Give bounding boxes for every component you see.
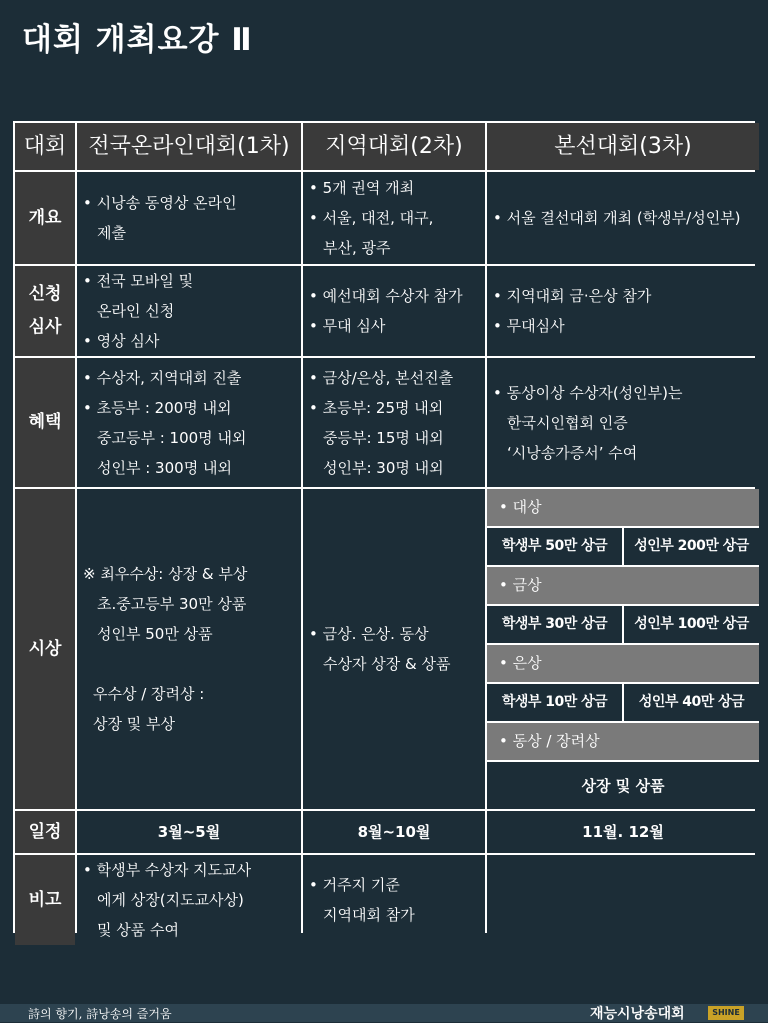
note-regional xyxy=(303,855,485,945)
award-online-line: 우수상 / 장려상 : xyxy=(93,685,205,703)
row-label-apply xyxy=(15,266,75,356)
note-regional-line: • 거주지 기준 xyxy=(309,876,400,894)
logo: SHINE xyxy=(708,1006,744,1020)
benefit-online-line: 중고등부 : 100명 내외 xyxy=(97,428,247,447)
apply-regional-line: • 예선대회 수상자 참가 xyxy=(309,287,463,305)
award-gold-student: 학생부 30만 상금 xyxy=(487,606,622,643)
award-bronze-prize: 상장 및 상품 xyxy=(487,762,759,809)
overview-regional-line: 부산, 광주 xyxy=(323,239,391,257)
award-silver-adult: 성인부 40만 상금 xyxy=(624,684,759,721)
award-online xyxy=(77,489,301,809)
benefit-online-line: 성인부 : 300명 내외 xyxy=(97,458,232,477)
award-grand-heading: • 대상 xyxy=(487,489,759,526)
award-online-line: 상장 및 부상 xyxy=(93,715,175,733)
overview-final-line: • 서울 결선대회 개최 (학생부/성인부) xyxy=(493,209,741,227)
row-label-overview: 개요 xyxy=(15,172,75,264)
benefit-final-line: • 동상이상 수상자(성인부)는 xyxy=(493,383,683,402)
award-silver-student: 학생부 10만 상금 xyxy=(487,684,622,721)
award-gold-prizes xyxy=(487,606,759,643)
row-label-apply-line2: 심사 xyxy=(28,317,62,337)
apply-final xyxy=(487,266,759,356)
header-regional-round: 지역대회(2차) xyxy=(303,123,485,170)
note-online-line: 에게 상장(지도교사상) xyxy=(97,891,244,909)
page-title: 대회 개최요강 Ⅱ xyxy=(22,22,253,58)
footer-slogan: 詩의 향기, 詩낭송의 즐거움 xyxy=(28,1007,172,1021)
overview-regional-line: • 서울, 대전, 대구, xyxy=(309,209,434,227)
award-silver-prizes xyxy=(487,684,759,721)
benefit-regional-line: • 금상/은상, 본선진출 xyxy=(309,368,454,387)
overview-online-line: 제출 xyxy=(97,224,126,242)
apply-final-line: • 지역대회 금·은상 참가 xyxy=(493,287,652,305)
award-bronze-heading: • 동상 / 장려상 xyxy=(487,723,759,760)
award-grand-prizes xyxy=(487,528,759,565)
benefit-regional xyxy=(303,358,485,487)
footer-bar xyxy=(0,1004,768,1022)
award-final xyxy=(487,489,759,809)
award-gold-heading: • 금상 xyxy=(487,567,759,604)
footer-org-name: 재능시낭송대회 xyxy=(590,1006,685,1022)
award-online-line: ※ 최우수상: 상장 & 부상 xyxy=(83,565,248,583)
award-gold-adult: 성인부 100만 상금 xyxy=(624,606,759,643)
apply-online xyxy=(77,266,301,356)
row-label-apply-line1: 신청 xyxy=(28,284,62,304)
row-label-award: 시상 xyxy=(15,489,75,809)
note-online-line: • 학생부 수상자 지도교사 xyxy=(83,861,252,879)
row-label-note: 비고 xyxy=(15,855,75,945)
award-online-line: 초.중고등부 30만 상품 xyxy=(97,595,247,613)
contest-table xyxy=(13,121,755,939)
overview-final xyxy=(487,172,759,264)
schedule-final: 11월. 12월 xyxy=(487,811,759,853)
apply-regional-line: • 무대 심사 xyxy=(309,317,386,335)
apply-online-line: • 영상 심사 xyxy=(83,332,160,350)
benefit-regional-line: 성인부: 30명 내외 xyxy=(323,458,444,477)
benefit-regional-line: • 초등부: 25명 내외 xyxy=(309,398,444,417)
award-regional-line: • 금상. 은상. 동상 xyxy=(309,625,429,643)
benefit-final-line: ‘시낭송가증서’ 수여 xyxy=(507,443,638,462)
header-contest: 대회 xyxy=(15,123,75,170)
apply-regional xyxy=(303,266,485,356)
schedule-regional: 8월~10월 xyxy=(303,811,485,853)
benefit-online-line: • 수상자, 지역대회 진출 xyxy=(83,368,242,387)
header-online-round: 전국온라인대회(1차) xyxy=(77,123,301,170)
award-online-line xyxy=(83,649,295,679)
award-online-line: 성인부 50만 상품 xyxy=(97,625,213,643)
row-label-schedule: 일정 xyxy=(15,811,75,853)
note-online xyxy=(77,855,301,945)
header-final-round: 본선대회(3차) xyxy=(487,123,759,170)
award-grand-adult: 성인부 200만 상금 xyxy=(624,528,759,565)
award-grand-student: 학생부 50만 상금 xyxy=(487,528,622,565)
overview-online xyxy=(77,172,301,264)
overview-online-line: • 시낭송 동영상 온라인 xyxy=(83,194,237,212)
benefit-final-line: 한국시인협회 인증 xyxy=(507,413,628,432)
row-label-benefit: 혜택 xyxy=(15,358,75,487)
overview-regional-line: • 5개 권역 개최 xyxy=(309,179,415,197)
overview-regional xyxy=(303,172,485,264)
benefit-online-line: • 초등부 : 200명 내외 xyxy=(83,398,232,417)
note-regional-line: 지역대회 참가 xyxy=(323,906,415,924)
benefit-final xyxy=(487,358,759,487)
benefit-regional-line: 중등부: 15명 내외 xyxy=(323,428,444,447)
benefit-online xyxy=(77,358,301,487)
schedule-online: 3월~5월 xyxy=(77,811,301,853)
note-final xyxy=(487,855,759,945)
apply-final-line: • 무대심사 xyxy=(493,317,565,335)
note-online-line: 및 상품 수여 xyxy=(97,921,179,939)
award-regional-line: 수상자 상장 & 상품 xyxy=(323,655,451,673)
apply-online-line: • 전국 모바일 및 xyxy=(83,272,194,290)
award-silver-heading: • 은상 xyxy=(487,645,759,682)
apply-online-line: 온라인 신청 xyxy=(97,302,175,320)
award-regional xyxy=(303,489,485,809)
